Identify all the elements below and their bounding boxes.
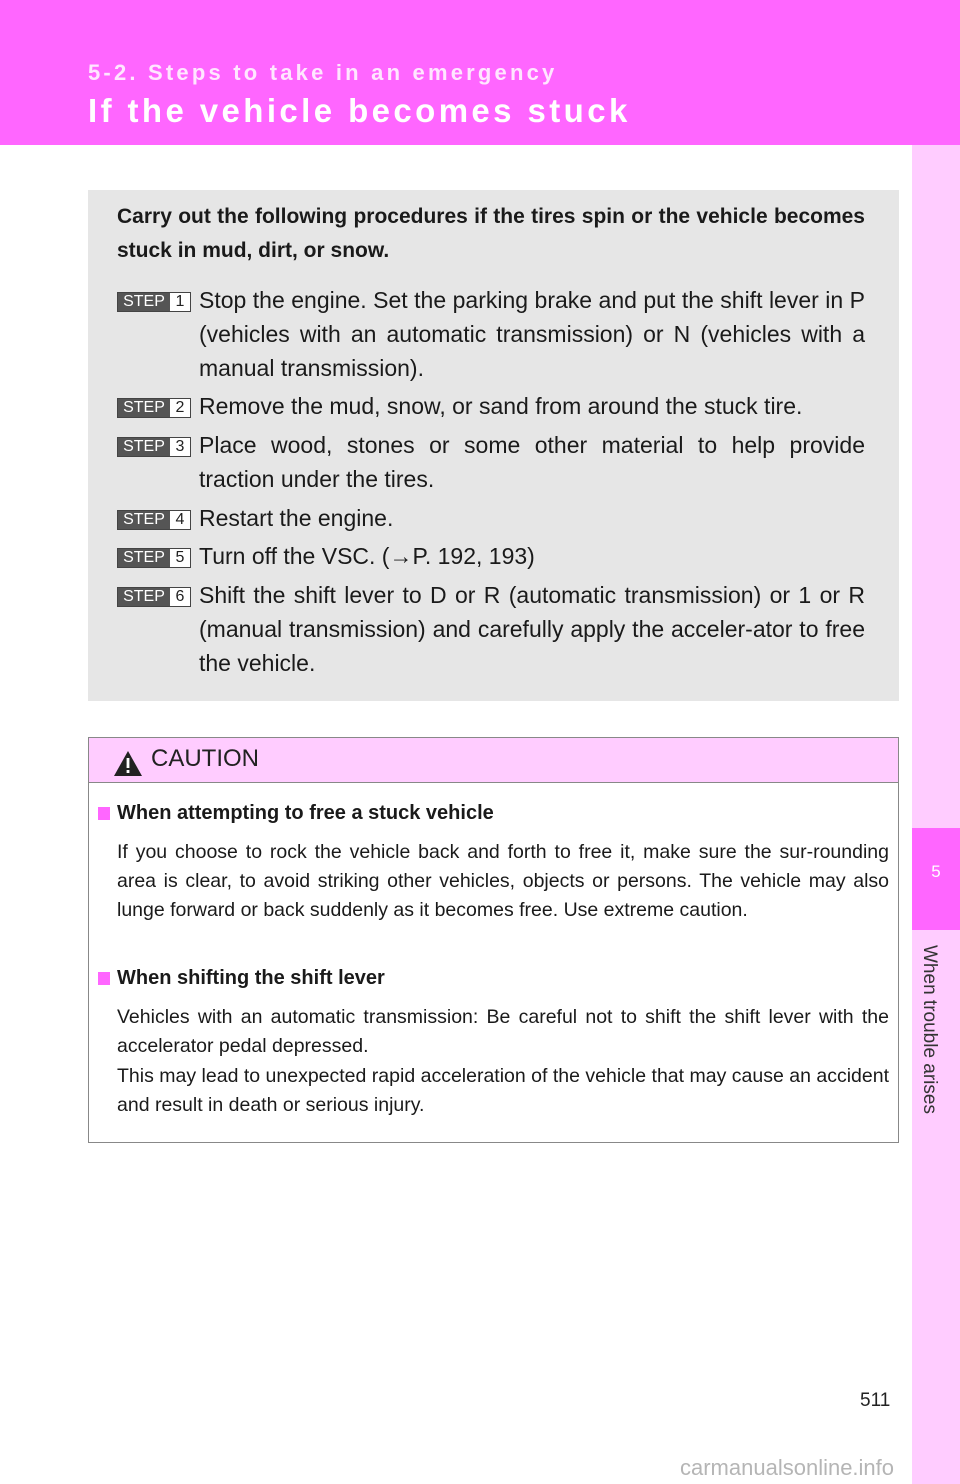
step-badge <box>117 587 191 607</box>
step-badge-word: STEP <box>118 399 170 417</box>
step-badge <box>117 292 191 312</box>
caution-heading-stuck <box>98 802 494 825</box>
step-badge-word: STEP <box>118 511 170 529</box>
step-text: Restart the engine. <box>199 505 394 531</box>
caution-paragraph: Vehicles with an automatic transmission: Be careful not to shift the shift lever with the accelerator pedal depressed. <box>117 1006 889 1057</box>
step-badge <box>117 437 191 457</box>
step-badge-word: STEP <box>118 438 170 456</box>
caution-paragraph: If you choose to rock the vehicle back and forth to free it, make sure the sur-rounding area is clear, to avoid striking other vehicles, objects or persons. The vehicle may also lunge forward or back suddenly as it becomes free. Use extreme caution. <box>117 841 889 921</box>
step-2 <box>117 389 865 423</box>
step-badge <box>117 510 191 530</box>
step-badge <box>117 398 191 418</box>
step-text: Shift the shift lever to D or R (automatic transmission) or 1 or R (manual transmission) and carefully apply the acceler-ator to free the vehicle. <box>199 582 865 676</box>
step-text: Remove the mud, snow, or sand from around the stuck tire. <box>199 393 803 419</box>
chapter-number: 5 <box>931 862 941 881</box>
caution-heading-shift <box>98 967 385 990</box>
step-text: Turn off the VSC. (→P. 192, 193) <box>199 543 535 569</box>
step-3 <box>117 428 865 496</box>
caution-title: CAUTION <box>151 745 259 772</box>
step-badge-number: 5 <box>170 549 190 567</box>
step-text: Stop the engine. Set the parking brake and put the shift lever in P (vehicles with an automatic transmission) or N (vehicles with a manual transmission). <box>199 287 865 381</box>
step-badge-number: 1 <box>170 293 190 311</box>
step-badge-word: STEP <box>118 549 170 567</box>
pink-square-bullet-icon <box>98 972 110 985</box>
procedure-intro: Carry out the following procedures if the tires spin or the vehicle becomes stuck in mud, dirt, or snow. <box>117 205 865 262</box>
step-1 <box>117 283 865 385</box>
watermark: carmanualsonline.info <box>680 1455 895 1480</box>
step-badge-number: 4 <box>170 511 190 529</box>
step-badge-word: STEP <box>118 293 170 311</box>
caution-heading-text: When shifting the shift lever <box>117 967 385 989</box>
page-number: 511 <box>860 1390 891 1411</box>
pink-square-bullet-icon <box>98 807 110 820</box>
section-label: 5-2. Steps to take in an emergency <box>88 60 558 85</box>
step-badge-word: STEP <box>118 588 170 606</box>
header-band <box>0 0 960 145</box>
caution-header <box>89 738 898 783</box>
step-4 <box>117 501 865 535</box>
step-badge <box>117 548 191 568</box>
step-6 <box>117 578 865 680</box>
step-badge-number: 6 <box>170 588 190 606</box>
step-badge-number: 2 <box>170 399 190 417</box>
chapter-title: When trouble arises <box>919 945 940 1114</box>
caution-paragraph: This may lead to unexpected rapid acceleration of the vehicle that may cause an accident and result in death or serious injury. <box>117 1065 889 1116</box>
page-title: If the vehicle becomes stuck <box>88 92 631 129</box>
warning-triangle-icon <box>113 750 143 782</box>
caution-heading-text: When attempting to free a stuck vehicle <box>117 802 494 824</box>
chapter-side-tab[interactable] <box>912 145 960 1484</box>
step-text: Place wood, stones or some other material to help provide traction under the tires. <box>199 432 865 492</box>
step-badge-number: 3 <box>170 438 190 456</box>
step-5 <box>117 539 865 573</box>
